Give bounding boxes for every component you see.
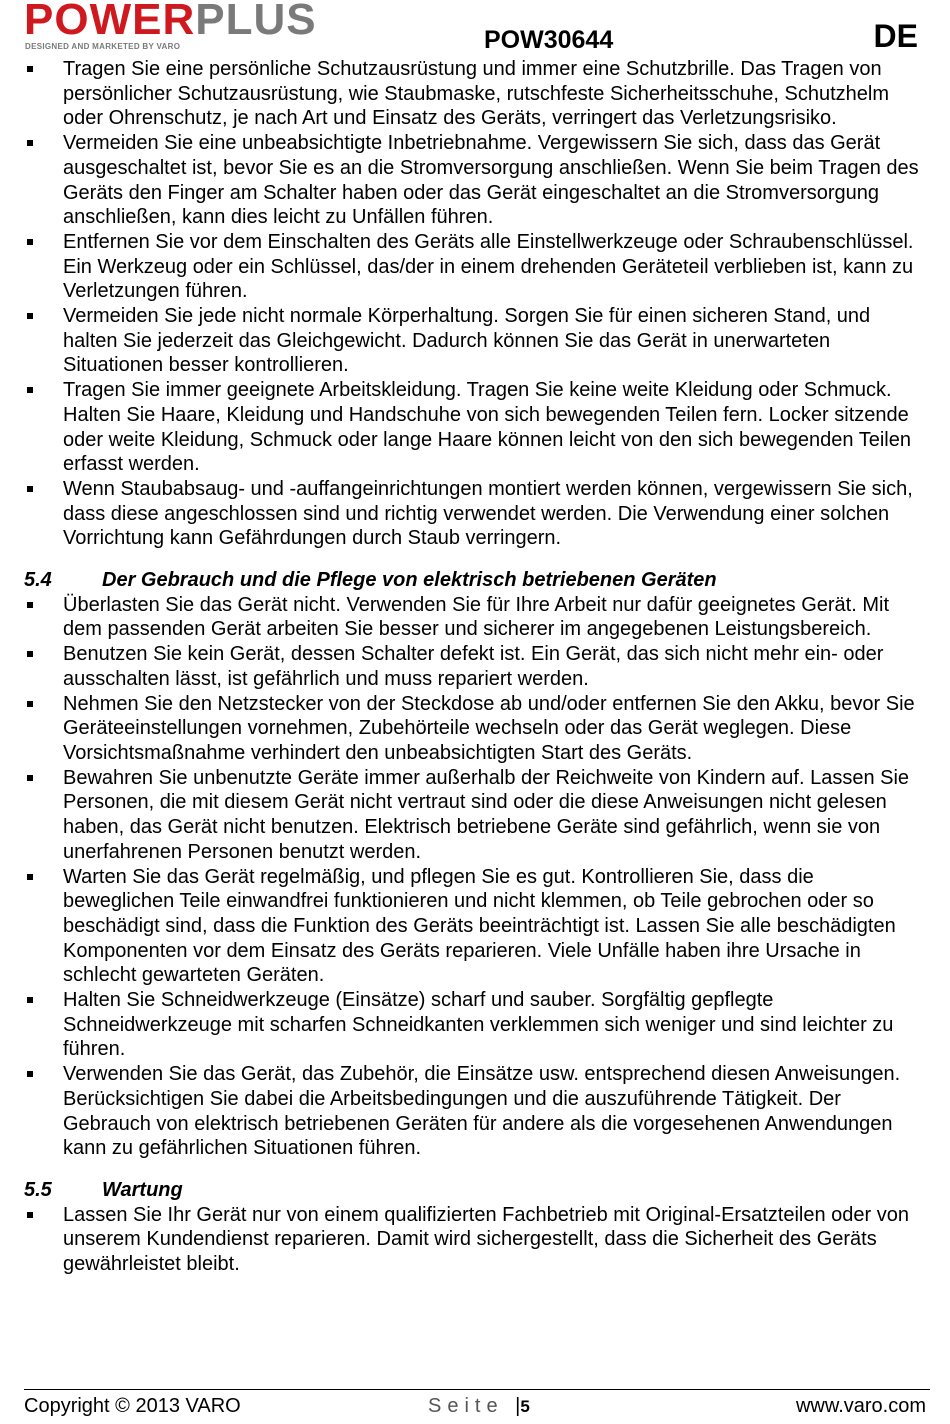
footer-website: www.varo.com xyxy=(795,1395,926,1417)
list-item-text: Warten Sie das Gerät regelmäßig, und pflegen Sie es gut. Kontrollieren Sie, dass die beweglichen Teile einwandfrei funktionieren und nicht klemmen, ob Teile gebrochen oder so beschädigt sind, dass die Funktion des Geräts beeinträchtigt ist. Lassen Sie alle beschädigten Komponenten vor dem Einsatz des Geräts reparieren. Viele Unfälle haben ihre Ursache in schlecht gewarteten Geräten. xyxy=(63,865,896,987)
list-item xyxy=(24,988,924,1062)
bullet-icon xyxy=(27,701,33,707)
footer-copyright: Copyright © 2013 VARO xyxy=(24,1395,241,1417)
bullet-icon xyxy=(27,997,33,1003)
bullet-icon xyxy=(27,1071,33,1077)
list-item xyxy=(24,692,924,766)
list-item-text: Wenn Staubabsaug- und -auffangeinrichtungen montiert werden können, vergewissern Sie sich, dass diese angeschlossen sind und richtig verwendet werden. Die Verwendung einer solchen Vorrichtung kann Gefährdungen durch Staub verringern. xyxy=(63,477,913,550)
list-item xyxy=(24,378,924,477)
bullet-icon xyxy=(27,602,33,608)
list-item-text: Entfernen Sie vor dem Einschalten des Geräts alle Einstellwerkzeuge oder Schraubenschlüssel. Ein Werkzeug oder ein Schlüssel, das/der in einem drehenden Geräteteil verblieben ist, kann zu Verletzungen führen. xyxy=(63,230,914,303)
list-item xyxy=(24,477,924,551)
section-number: 5.4 xyxy=(24,569,52,592)
bullet-icon xyxy=(27,775,33,781)
list-item-text: Nehmen Sie den Netzstecker von der Steckdose ab und/oder entfernen Sie den Akku, bevor Sie Geräteeinstellungen vornehmen, Zubehörteile wechseln oder das Gerät weglegen. Diese Vorsichtsmaßnahme verhindert den unbeabsichtigten Start des Geräts. xyxy=(63,692,915,764)
logo-wordmark xyxy=(24,0,317,42)
page-label: Seite xyxy=(428,1395,504,1417)
section-title: Der Gebrauch und die Pflege von elektrisch betriebenen Geräten xyxy=(102,569,717,592)
bullet-list-prev xyxy=(24,57,924,551)
model-number: POW30644 xyxy=(484,26,614,54)
bullet-list-5-5 xyxy=(24,1203,924,1277)
bullet-icon xyxy=(27,486,33,492)
bullet-icon xyxy=(27,313,33,319)
section-heading-5-4 xyxy=(24,568,924,593)
list-item xyxy=(24,865,924,989)
bullet-icon xyxy=(27,239,33,245)
section-title: Wartung xyxy=(102,1178,183,1201)
bullet-icon xyxy=(27,66,33,72)
list-item-text: Überlasten Sie das Gerät nicht. Verwenden Sie für Ihre Arbeit nur dafür geeignetes Gerät. Mit dem passenden Gerät arbeiten Sie besser und sicherer im angegebenen Leistungsbereich. xyxy=(63,593,890,641)
list-item-text: Verwenden Sie das Gerät, das Zubehör, die Einsätze usw. entsprechend diesen Anweisungen. Berücksichtigen Sie dabei die Arbeitsbedingungen und die auszuführende Tätigkeit. Der Gebrauch von elektrisch betriebenen Geräten für andere als die vorgesehenen Anwendungen kann zu gefährlichen Situationen führen. xyxy=(63,1063,901,1160)
list-item xyxy=(24,304,924,378)
list-item-text: Vermeiden Sie eine unbeabsichtigte Inbetriebnahme. Vergewissern Sie sich, dass das Gerät ausgeschaltet ist, bevor Sie es an die Stromversorgung anschließen. Wenn Sie beim Tragen des Geräts den Finger am Schalter haben oder das Gerät eingeschaltet an die Stromversorgung anschließen, kann dies leicht zu Unfällen führen. xyxy=(63,132,919,229)
section-number: 5.5 xyxy=(24,1178,52,1201)
logo-plus: PLUS xyxy=(195,0,317,44)
footer-divider xyxy=(24,1389,930,1390)
language-code: DE xyxy=(873,18,918,54)
page-content xyxy=(24,57,924,1277)
page-separator: | xyxy=(515,1395,521,1417)
bullet-icon xyxy=(27,1212,33,1218)
bullet-icon xyxy=(27,387,33,393)
list-item xyxy=(24,642,924,691)
list-item xyxy=(24,230,924,304)
list-item-text: Tragen Sie eine persönliche Schutzausrüstung und immer eine Schutzbrille. Das Tragen von persönlicher Schutzausrüstung, wie Staubmaske, rutschfeste Sicherheitsschuhe, Schutzhelm oder Ohrenschutz, je nach Art und Einsatz des Geräts, verringert das Verletzungsrisiko. xyxy=(63,58,889,130)
list-item-text: Halten Sie Schneidwerkzeuge (Einsätze) scharf und sauber. Sorgfältig gepflegte Schneidwerkzeuge mit scharfen Schneidkanten verklemmen sich weniger und sind leichter zu führen. xyxy=(63,989,894,1061)
list-item xyxy=(24,57,924,131)
list-item-text: Lassen Sie Ihr Gerät nur von einem qualifizierten Fachbetrieb mit Original-Ersatzteilen oder von unserem Kundendienst reparieren. Damit wird sichergestellt, dass die Sicherheit des Geräts gewährleistet bleibt. xyxy=(63,1203,909,1276)
bullet-icon xyxy=(27,140,33,146)
bullet-icon xyxy=(27,651,33,657)
list-item-text: Benutzen Sie kein Gerät, dessen Schalter defekt ist. Ein Gerät, das sich nicht mehr ein- oder ausschalten lässt, ist gefährlich und muss repariert werden. xyxy=(63,643,884,690)
list-item xyxy=(24,593,924,642)
list-item-text: Tragen Sie immer geeignete Arbeitskleidung. Tragen Sie keine weite Kleidung oder Schmuck. Halten Sie Haare, Kleidung und Handschuhe von sich bewegenden Teilen fern. Locker sitzende oder weite Kleidung, Schmuck oder lange Haare können leicht von den sich bewegenden Teilen erfasst werden. xyxy=(63,379,911,476)
logo-tagline: DESIGNED AND MARKETED BY VARO xyxy=(25,42,181,51)
list-item-text: Bewahren Sie unbenutzte Geräte immer außerhalb der Reichweite von Kindern auf. Lassen Sie Personen, die mit diesem Gerät nicht vertraut sind oder die diese Anweisungen nicht gelesen haben, das Gerät nicht benutzen. Elektrisch betriebene Geräte sind gefährlich, wenn sie von unerfahrenen Personen benutzt werden. xyxy=(63,766,910,863)
list-item xyxy=(24,1203,924,1277)
list-item xyxy=(24,1062,924,1161)
bullet-list-5-4 xyxy=(24,593,924,1161)
section-heading-5-5 xyxy=(24,1178,924,1203)
list-item-text: Vermeiden Sie jede nicht normale Körperhaltung. Sorgen Sie für einen sicheren Stand, und halten Sie jederzeit das Gleichgewicht. Dadurch können Sie das Gerät in unerwarteten Situationen besser kontrollieren. xyxy=(63,305,871,377)
page-number: 5 xyxy=(520,1397,530,1416)
bullet-icon xyxy=(27,874,33,880)
footer-page-indicator xyxy=(428,1394,530,1419)
logo-power: POWER xyxy=(24,0,196,44)
list-item xyxy=(24,131,924,230)
powerplus-logo xyxy=(24,0,336,51)
list-item xyxy=(24,766,924,865)
